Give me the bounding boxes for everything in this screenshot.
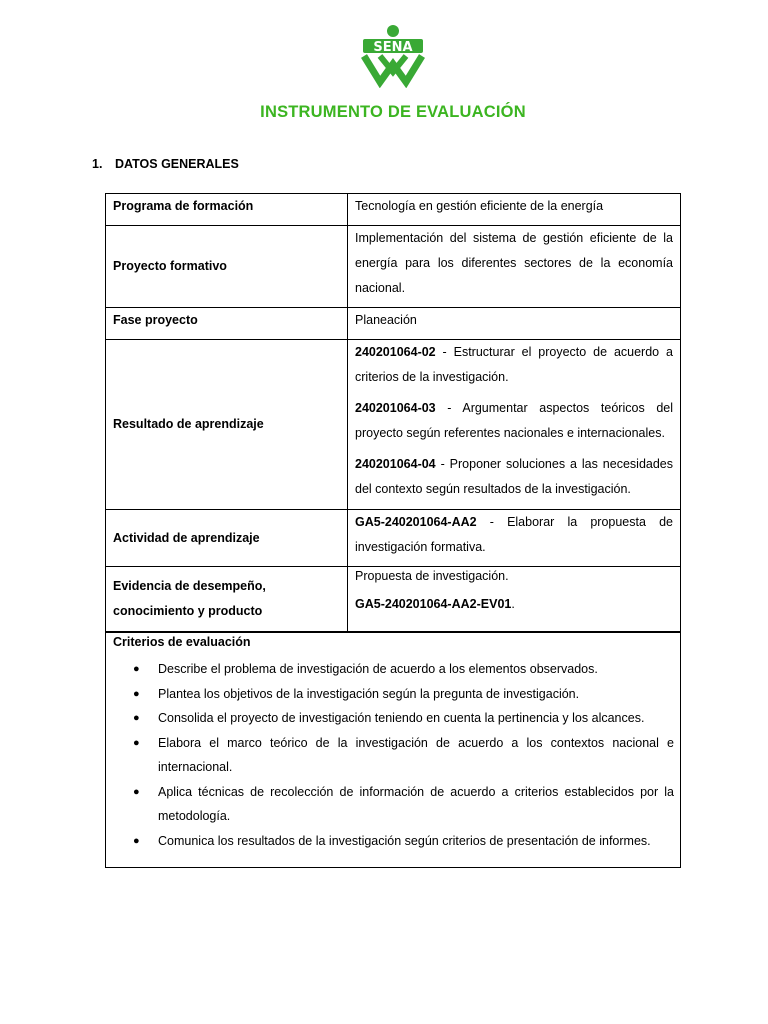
criteria-text: Comunica los resultados de la investigación según criterios de presentación de informes.: [158, 833, 651, 848]
result-text: - Proponer soluciones a las necesidades del contexto según resultados de la investigación.: [355, 457, 673, 496]
bullet-icon: ●: [133, 785, 140, 798]
section-number: 1.: [92, 157, 103, 171]
criteria-text: Elabora el marco teórico de la investigación de acuerdo a los contextos nacional e internacional.: [158, 735, 674, 774]
program-value: Tecnología en gestión eficiente de la energía: [348, 194, 681, 226]
results-label: Resultado de aprendizaje: [106, 340, 348, 510]
logo-text: SENA: [373, 40, 413, 55]
result-code: 240201064-02: [355, 345, 436, 359]
criteria-list: [106, 657, 680, 853]
general-data-table: [105, 193, 681, 632]
criteria-text: Aplica técnicas de recolección de información de acuerdo a criterios establecidos por la metodología.: [158, 784, 674, 823]
evidence-code: GA5-240201064-AA2-EV01: [355, 597, 512, 611]
table-row: [106, 194, 681, 226]
bullet-icon: ●: [133, 834, 140, 847]
project-label: Proyecto formativo: [106, 226, 348, 308]
bullet-icon: ●: [133, 736, 140, 749]
list-item: [106, 829, 680, 854]
activity-value: [348, 510, 681, 567]
list-item: [106, 657, 680, 682]
section-title: DATOS GENERALES: [115, 157, 239, 171]
program-label: Programa de formación: [106, 194, 348, 226]
criteria-text: Consolida el proyecto de investigación teniendo en cuenta la pertinencia y los alcances.: [158, 711, 645, 725]
result-item: [355, 340, 673, 390]
table-row: [106, 510, 681, 567]
bullet-icon: ●: [133, 712, 140, 724]
criteria-title: Criterios de evaluación: [113, 635, 251, 649]
criteria-text: Describe el problema de investigación de acuerdo a los elementos observados.: [158, 662, 598, 676]
list-item: [106, 682, 680, 707]
project-value: Implementación del sistema de gestión eficiente de la energía para los diferentes sectores de la economía nacional.: [348, 226, 681, 308]
evidence-value: [348, 567, 681, 632]
bullet-icon: ●: [133, 663, 140, 675]
list-item: [106, 731, 680, 780]
evidence-period: .: [511, 597, 515, 611]
evidence-code-line: [355, 592, 673, 617]
table-row: [106, 340, 681, 510]
activity-code: GA5-240201064-AA2: [355, 515, 477, 529]
phase-label: Fase proyecto: [106, 308, 348, 340]
result-item: [355, 396, 673, 446]
list-item: [106, 706, 680, 731]
criteria-text: Plantea los objetivos de la investigación según la pregunta de investigación.: [158, 686, 580, 701]
list-item: [106, 780, 680, 829]
sena-logo: [358, 24, 428, 88]
result-text: - Argumentar aspectos teóricos del proyecto según referentes nacionales e internacionales.: [355, 401, 673, 440]
bullet-icon: ●: [133, 687, 140, 700]
activity-label: Actividad de aprendizaje: [106, 510, 348, 567]
table-row: [106, 308, 681, 340]
results-value: [348, 340, 681, 510]
result-item: [355, 452, 673, 502]
result-code: 240201064-03: [355, 401, 436, 415]
evidence-line: Propuesta de investigación.: [355, 569, 509, 583]
table-row: [106, 567, 681, 632]
criteria-box: [105, 632, 681, 868]
phase-value: Planeación: [348, 308, 681, 340]
activity-text: - Elaborar la propuesta de investigación formativa.: [355, 515, 673, 554]
result-code: 240201064-04: [355, 457, 436, 471]
table-row: [106, 226, 681, 308]
evidence-label: Evidencia de desempeño, conocimiento y producto: [106, 567, 348, 632]
result-text: - Estructurar el proyecto de acuerdo a criterios de la investigación.: [355, 345, 673, 384]
section-heading: [92, 157, 239, 171]
document-title: INSTRUMENTO DE EVALUACIÓN: [260, 103, 526, 121]
